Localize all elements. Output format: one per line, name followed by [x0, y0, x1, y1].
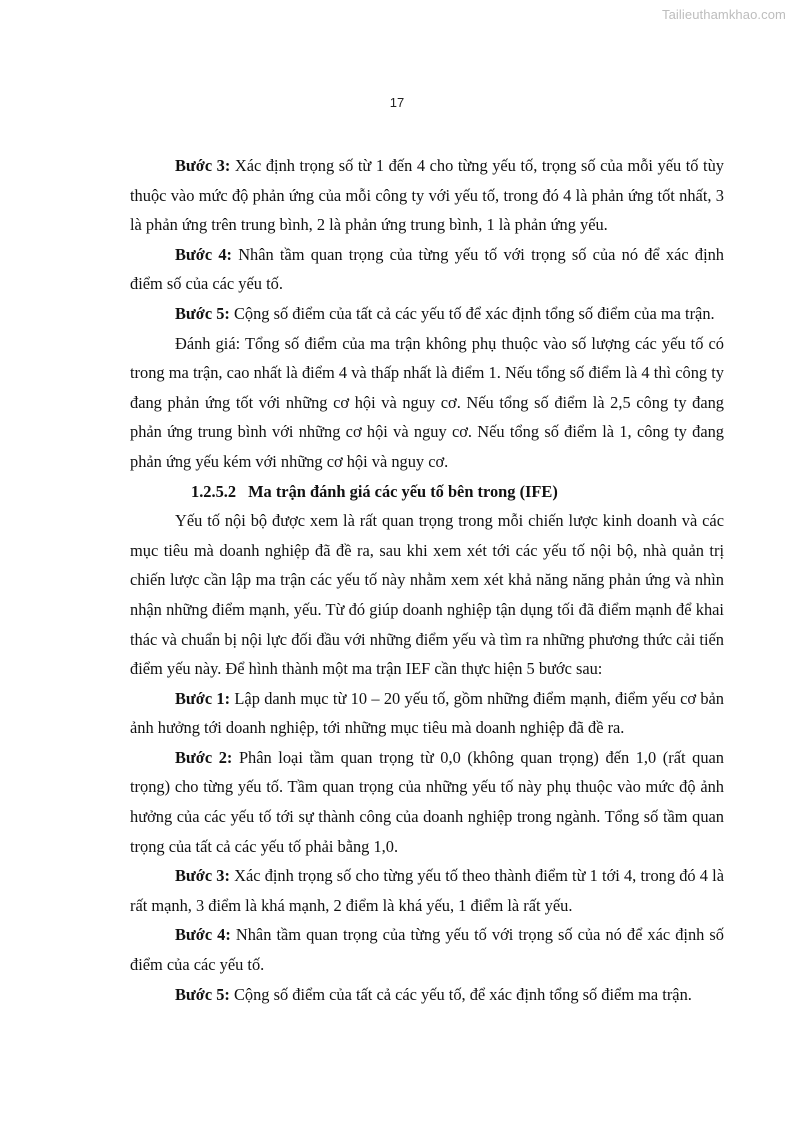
- step-label: Bước 4:: [175, 244, 232, 264]
- paragraph-ife-step-3: [130, 861, 724, 920]
- paragraph-ife-step-4: [130, 920, 724, 979]
- step-text: Cộng số điểm của tất cả các yếu tố để xác định tổng số điểm của ma trận.: [229, 303, 715, 323]
- step-label: Bước 3:: [175, 866, 230, 886]
- paragraph-step-4: [130, 240, 724, 299]
- section-title: Ma trận đánh giá các yếu tố bên trong (IFE): [248, 481, 558, 501]
- section-heading: [130, 477, 724, 507]
- step-label: Bước 5:: [175, 303, 230, 323]
- page-number: 17: [389, 95, 405, 110]
- section-number: 1.2.5.2: [191, 481, 237, 501]
- step-text: Nhân tầm quan trọng của từng yếu tố với trọng số của nó để xác định điểm số của các yếu tố.: [130, 244, 725, 294]
- document-body: [130, 151, 724, 1009]
- paragraph-ife-step-5: [130, 980, 724, 1010]
- step-text: Xác định trọng số từ 1 đến 4 cho từng yếu tố, trọng số của mỗi yếu tố tùy thuộc vào mức độ phản ứng của mỗi công ty với yếu tố, trong đó 4 là phản ứng tốt nhất, 3 là phản ứng trên trung bình, 2 là phản ứng trung bình, 1 là phản ứng yếu.: [130, 156, 725, 235]
- paragraph-step-5: [130, 299, 724, 329]
- step-label: Bước 3:: [175, 156, 231, 175]
- step-text: Nhân tầm quan trọng của từng yếu tố với trọng số của nó để xác định số điểm của các yếu tố.: [130, 925, 725, 975]
- step-label: Bước 2:: [175, 747, 233, 767]
- watermark: Tailieuthamkhao.com: [661, 7, 786, 22]
- paragraph-ife-step-2: [130, 743, 724, 861]
- step-text: Xác định trọng số cho từng yếu tố theo thành điểm từ 1 tới 4, trong đó 4 là rất mạnh, 3 điểm là khá mạnh, 2 điểm là khá yếu, 1 điểm là rất yếu.: [130, 866, 724, 915]
- step-text: Phân loại tầm quan trọng từ 0,0 (không quan trọng) đến 1,0 (rất quan trọng) cho từng yếu tố. Tầm quan trọng của những yếu tố này phụ thuộc vào mức độ ảnh hưởng của các yếu tố tới sự thành công của doanh nghiệp trong ngành. Tổng số tầm quan trọng của tất cả các yếu tố phải bằng 1,0.: [130, 747, 724, 856]
- paragraph-ife-step-1: [130, 684, 724, 743]
- step-text: Cộng số điểm của tất cả các yếu tố, để xác định tổng số điểm ma trận.: [229, 984, 692, 1004]
- step-label: Bước 5:: [175, 984, 230, 1004]
- step-text: Lập danh mục từ 10 – 20 yếu tố, gồm những điểm mạnh, điểm yếu cơ bản ảnh hưởng tới doanh nghiệp, tới những mục tiêu mà doanh nghiệp đã đề ra.: [130, 688, 724, 738]
- paragraph-evaluation: Đánh giá: Tổng số điểm của ma trận không phụ thuộc vào số lượng các yếu tố có trong ma trận, cao nhất là điểm 4 và thấp nhất là điểm 1. Nếu tổng số điểm là 4 thì công ty đang phản ứng tốt với những cơ hội và nguy cơ. Nếu tổng số điểm là 2,5 công ty đang phản ứng trung bình với những cơ hội và nguy cơ. Nếu tổng số điểm là 1, công ty đang phản ứng yếu kém với những cơ hội và nguy cơ.: [130, 333, 724, 471]
- paragraph-intro: Yếu tố nội bộ được xem là rất quan trọng trong mỗi chiến lược kinh doanh và các mục tiêu mà doanh nghiệp đã đề ra, sau khi xem xét tới các yếu tố nội bộ, nhà quản trị chiến lược cần lập ma trận các yếu tố này nhằm xem xét khả năng năng phản ứng và nhìn nhận những điểm mạnh, yếu. Từ đó giúp doanh nghiệp tận dụng tối đã điểm mạnh để khai thác và chuẩn bị nội lực đối đầu với những điểm yếu và tìm ra những phương thức cải tiến điểm yếu này. Để hình thành một ma trận IEF cần thực hiện 5 bước sau:: [130, 511, 724, 679]
- paragraph-step-3: [130, 151, 724, 240]
- step-label: Bước 1:: [175, 688, 231, 708]
- step-label: Bước 4:: [175, 925, 231, 945]
